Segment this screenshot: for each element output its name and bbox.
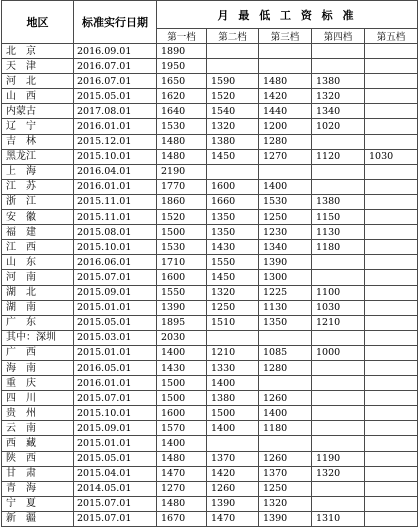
- level-3-wage-cell: 1280: [259, 360, 312, 375]
- table-row: [2, 315, 418, 330]
- region-cell: 黑龙江: [2, 149, 74, 164]
- level-2-wage-cell: [207, 44, 259, 59]
- level-2-wage-cell: 1380: [207, 134, 259, 149]
- level-2-wage-cell: 1420: [207, 466, 259, 481]
- level-4-wage-cell: [312, 44, 365, 59]
- level-4-wage-cell: [312, 376, 365, 391]
- table-row: [2, 179, 418, 194]
- level-3-wage-cell: [259, 376, 312, 391]
- level-1-wage-cell: 1430: [157, 360, 207, 375]
- level-5-wage-cell: [365, 391, 418, 406]
- level-3-wage-cell: 1400: [259, 179, 312, 194]
- table-row: [2, 59, 418, 74]
- level-3-wage-cell: 1400: [259, 406, 312, 421]
- region-cell: 河 北: [2, 74, 74, 89]
- table-row: [2, 134, 418, 149]
- effective-date-cell: 2016.05.01: [74, 360, 157, 375]
- table-row: [2, 104, 418, 119]
- level-1-wage-cell: 2030: [157, 330, 207, 345]
- level-2-wage-cell: 1210: [207, 345, 259, 360]
- effective-date-cell: 2015.03.01: [74, 330, 157, 345]
- effective-date-cell: 2015.12.01: [74, 134, 157, 149]
- table-row: [2, 451, 418, 466]
- level-1-wage-cell: 1390: [157, 300, 207, 315]
- region-cell: 青 海: [2, 481, 74, 496]
- table-row: [2, 511, 418, 526]
- level-5-wage-cell: [365, 496, 418, 511]
- level-4-wage-cell: 1380: [312, 194, 365, 209]
- level-5-wage-cell: [365, 511, 418, 526]
- table-row: [2, 255, 418, 270]
- effective-date-cell: 2015.10.01: [74, 149, 157, 164]
- region-cell: 重 庆: [2, 376, 74, 391]
- level-2-wage-cell: 1500: [207, 406, 259, 421]
- minimum-wage-table: [1, 0, 418, 527]
- level-3-wage-cell: 1370: [259, 466, 312, 481]
- level-5-wage-cell: [365, 240, 418, 255]
- level-5-wage-cell: [365, 436, 418, 451]
- level-1-wage-cell: 1480: [157, 149, 207, 164]
- level-3-wage-cell: 1250: [259, 210, 312, 225]
- effective-date-cell: 2015.07.01: [74, 496, 157, 511]
- level-1-wage-cell: 1500: [157, 376, 207, 391]
- region-cell: 江 苏: [2, 179, 74, 194]
- level-3-wage-cell: 1200: [259, 119, 312, 134]
- region-cell: 北 京: [2, 44, 74, 59]
- level-5-wage-cell: [365, 421, 418, 436]
- effective-date-cell: 2015.11.01: [74, 194, 157, 209]
- level-1-wage-cell: 1670: [157, 511, 207, 526]
- level-2-wage-cell: 1260: [207, 481, 259, 496]
- region-cell: 宁 夏: [2, 496, 74, 511]
- effective-date-cell: 2016.01.01: [74, 376, 157, 391]
- level-2-wage-cell: 1320: [207, 285, 259, 300]
- level-3-wage-cell: 1225: [259, 285, 312, 300]
- level-3-wage-cell: [259, 164, 312, 179]
- table-row: [2, 285, 418, 300]
- level-2-wage-cell: 1550: [207, 255, 259, 270]
- effective-date-cell: 2015.07.01: [74, 511, 157, 526]
- level-5-wage-cell: 1030: [365, 149, 418, 164]
- effective-date-cell: 2015.01.01: [74, 300, 157, 315]
- level-2-wage-cell: 1390: [207, 496, 259, 511]
- region-cell: 辽 宁: [2, 119, 74, 134]
- level-4-wage-cell: 1210: [312, 315, 365, 330]
- level-2-wage-cell: 1600: [207, 179, 259, 194]
- table-row: [2, 360, 418, 375]
- level-3-wage-cell: [259, 330, 312, 345]
- table-row: [2, 300, 418, 315]
- level-2-wage-cell: [207, 164, 259, 179]
- level-1-wage-cell: 1770: [157, 179, 207, 194]
- level-5-header: 第五档: [365, 29, 418, 44]
- level-1-wage-cell: 1890: [157, 44, 207, 59]
- level-5-wage-cell: [365, 119, 418, 134]
- level-4-wage-cell: 1120: [312, 149, 365, 164]
- level-5-wage-cell: [365, 315, 418, 330]
- effective-date-cell: 2015.09.01: [74, 285, 157, 300]
- level-2-wage-cell: 1520: [207, 89, 259, 104]
- effective-date-cell: 2015.05.01: [74, 315, 157, 330]
- level-4-wage-cell: [312, 436, 365, 451]
- level-1-wage-cell: 1520: [157, 210, 207, 225]
- level-3-wage-cell: 1300: [259, 270, 312, 285]
- level-5-wage-cell: [365, 300, 418, 315]
- region-cell: 河 南: [2, 270, 74, 285]
- level-3-wage-cell: 1320: [259, 496, 312, 511]
- table-row: [2, 330, 418, 345]
- level-4-wage-cell: [312, 330, 365, 345]
- table-row: [2, 270, 418, 285]
- table-row: [2, 466, 418, 481]
- level-3-wage-cell: 1390: [259, 255, 312, 270]
- level-3-wage-cell: 1440: [259, 104, 312, 119]
- table-row: [2, 345, 418, 360]
- table-row: [2, 481, 418, 496]
- level-2-wage-cell: 1350: [207, 225, 259, 240]
- level-5-wage-cell: [365, 225, 418, 240]
- level-4-wage-cell: 1310: [312, 511, 365, 526]
- level-3-wage-cell: 1085: [259, 345, 312, 360]
- level-3-wage-cell: 1270: [259, 149, 312, 164]
- level-1-wage-cell: 1600: [157, 270, 207, 285]
- level-2-wage-cell: 1370: [207, 451, 259, 466]
- level-3-wage-cell: 1350: [259, 315, 312, 330]
- level-5-wage-cell: [365, 345, 418, 360]
- level-4-wage-cell: 1320: [312, 89, 365, 104]
- level-5-wage-cell: [365, 194, 418, 209]
- level-2-wage-cell: [207, 59, 259, 74]
- effective-date-cell: 2015.10.01: [74, 240, 157, 255]
- table-row: [2, 436, 418, 451]
- table-row: [2, 44, 418, 59]
- level-4-wage-cell: 1340: [312, 104, 365, 119]
- table-row: [2, 225, 418, 240]
- table-row: [2, 74, 418, 89]
- region-cell: 内蒙古: [2, 104, 74, 119]
- level-3-wage-cell: 1420: [259, 89, 312, 104]
- region-cell: 浙 江: [2, 194, 74, 209]
- level-3-wage-cell: 1530: [259, 194, 312, 209]
- level-4-wage-cell: 1180: [312, 240, 365, 255]
- effective-date-cell: 2016.07.01: [74, 59, 157, 74]
- level-5-wage-cell: [365, 330, 418, 345]
- region-cell: 安 徽: [2, 210, 74, 225]
- level-2-wage-cell: 1450: [207, 270, 259, 285]
- level-4-wage-cell: 1130: [312, 225, 365, 240]
- level-1-wage-cell: 1650: [157, 74, 207, 89]
- effective-date-cell: 2015.11.01: [74, 210, 157, 225]
- table-row: [2, 210, 418, 225]
- region-cell: 湖 北: [2, 285, 74, 300]
- level-5-wage-cell: [365, 406, 418, 421]
- region-cell: 西 藏: [2, 436, 74, 451]
- level-5-wage-cell: [365, 74, 418, 89]
- level-5-wage-cell: [365, 451, 418, 466]
- region-cell: 湖 南: [2, 300, 74, 315]
- level-2-wage-cell: [207, 436, 259, 451]
- level-4-wage-cell: 1320: [312, 466, 365, 481]
- region-cell: 福 建: [2, 225, 74, 240]
- level-4-wage-cell: [312, 164, 365, 179]
- level-1-wage-cell: 1480: [157, 451, 207, 466]
- table-row: [2, 119, 418, 134]
- level-2-wage-cell: 1400: [207, 421, 259, 436]
- level-5-wage-cell: [365, 481, 418, 496]
- effective-date-cell: 2015.10.01: [74, 406, 157, 421]
- level-2-wage-cell: 1350: [207, 210, 259, 225]
- table-row: [2, 149, 418, 164]
- level-1-wage-cell: 1530: [157, 240, 207, 255]
- effective-date-cell: 2016.01.01: [74, 179, 157, 194]
- level-4-wage-cell: 1020: [312, 119, 365, 134]
- level-5-wage-cell: [365, 210, 418, 225]
- level-1-wage-cell: 1480: [157, 496, 207, 511]
- region-cell: 广 东: [2, 315, 74, 330]
- level-2-wage-cell: 1380: [207, 391, 259, 406]
- level-3-wage-cell: 1180: [259, 421, 312, 436]
- level-1-wage-cell: 1860: [157, 194, 207, 209]
- region-cell: 陕 西: [2, 451, 74, 466]
- region-cell: 吉 林: [2, 134, 74, 149]
- level-1-wage-cell: 1480: [157, 134, 207, 149]
- level-1-wage-cell: 2190: [157, 164, 207, 179]
- table-row: [2, 391, 418, 406]
- level-2-wage-cell: 1540: [207, 104, 259, 119]
- level-4-wage-cell: [312, 360, 365, 375]
- date-column-header: 标准实行日期: [74, 1, 157, 44]
- effective-date-cell: 2014.05.01: [74, 481, 157, 496]
- level-4-wage-cell: [312, 255, 365, 270]
- table-row: [2, 376, 418, 391]
- effective-date-cell: 2016.04.01: [74, 164, 157, 179]
- level-1-wage-cell: 1400: [157, 345, 207, 360]
- level-3-wage-cell: 1260: [259, 451, 312, 466]
- level-1-wage-cell: 1400: [157, 436, 207, 451]
- level-5-wage-cell: [365, 285, 418, 300]
- table-row: [2, 194, 418, 209]
- level-4-wage-cell: [312, 481, 365, 496]
- table-row: [2, 496, 418, 511]
- level-1-wage-cell: 1570: [157, 421, 207, 436]
- effective-date-cell: 2015.08.01: [74, 225, 157, 240]
- level-2-wage-cell: 1450: [207, 149, 259, 164]
- level-4-wage-cell: 1150: [312, 210, 365, 225]
- region-cell: 山 东: [2, 255, 74, 270]
- region-cell: 山 西: [2, 89, 74, 104]
- effective-date-cell: 2015.01.01: [74, 436, 157, 451]
- level-1-wage-cell: 1640: [157, 104, 207, 119]
- level-5-wage-cell: [365, 44, 418, 59]
- level-5-wage-cell: [365, 466, 418, 481]
- level-1-wage-cell: 1620: [157, 89, 207, 104]
- level-4-wage-cell: 1380: [312, 74, 365, 89]
- effective-date-cell: 2017.08.01: [74, 104, 157, 119]
- level-3-wage-cell: 1230: [259, 225, 312, 240]
- level-2-wage-cell: 1510: [207, 315, 259, 330]
- wage-standard-header: 月 最 低 工 资 标 准: [157, 1, 418, 29]
- effective-date-cell: 2016.06.01: [74, 255, 157, 270]
- level-2-header: 第二档: [207, 29, 259, 44]
- level-3-wage-cell: [259, 436, 312, 451]
- table-row: [2, 164, 418, 179]
- level-5-wage-cell: [365, 360, 418, 375]
- level-3-wage-cell: 1340: [259, 240, 312, 255]
- level-1-wage-cell: 1530: [157, 119, 207, 134]
- level-4-wage-cell: [312, 179, 365, 194]
- level-3-header: 第三档: [259, 29, 312, 44]
- level-4-wage-cell: [312, 59, 365, 74]
- region-cell: 其中：深圳: [2, 330, 74, 345]
- level-2-wage-cell: 1590: [207, 74, 259, 89]
- level-1-wage-cell: 1500: [157, 225, 207, 240]
- level-1-wage-cell: 1270: [157, 481, 207, 496]
- effective-date-cell: 2015.07.01: [74, 391, 157, 406]
- region-cell: 广 西: [2, 345, 74, 360]
- region-cell: 新 疆: [2, 511, 74, 526]
- level-4-header: 第四档: [312, 29, 365, 44]
- level-4-wage-cell: [312, 421, 365, 436]
- region-column-header: 地区: [2, 1, 74, 44]
- region-cell: 上 海: [2, 164, 74, 179]
- level-4-wage-cell: [312, 134, 365, 149]
- level-5-wage-cell: [365, 134, 418, 149]
- table-row: [2, 89, 418, 104]
- level-4-wage-cell: [312, 496, 365, 511]
- level-2-wage-cell: 1660: [207, 194, 259, 209]
- effective-date-cell: 2016.07.01: [74, 74, 157, 89]
- level-1-header: 第一档: [157, 29, 207, 44]
- level-5-wage-cell: [365, 255, 418, 270]
- effective-date-cell: 2015.05.01: [74, 89, 157, 104]
- level-3-wage-cell: 1480: [259, 74, 312, 89]
- level-4-wage-cell: 1190: [312, 451, 365, 466]
- level-2-wage-cell: 1250: [207, 300, 259, 315]
- table-row: [2, 240, 418, 255]
- region-cell: 贵 州: [2, 406, 74, 421]
- level-4-wage-cell: 1030: [312, 300, 365, 315]
- region-cell: 天 津: [2, 59, 74, 74]
- level-5-wage-cell: [365, 376, 418, 391]
- effective-date-cell: 2015.05.01: [74, 451, 157, 466]
- region-cell: 海 南: [2, 360, 74, 375]
- level-3-wage-cell: [259, 59, 312, 74]
- effective-date-cell: 2015.07.01: [74, 270, 157, 285]
- level-1-wage-cell: 1550: [157, 285, 207, 300]
- table-row: [2, 421, 418, 436]
- level-2-wage-cell: 1330: [207, 360, 259, 375]
- level-3-wage-cell: 1130: [259, 300, 312, 315]
- region-cell: 云 南: [2, 421, 74, 436]
- level-2-wage-cell: [207, 330, 259, 345]
- level-1-wage-cell: 1600: [157, 406, 207, 421]
- effective-date-cell: 2015.09.01: [74, 421, 157, 436]
- region-cell: 江 西: [2, 240, 74, 255]
- level-3-wage-cell: [259, 44, 312, 59]
- level-4-wage-cell: 1100: [312, 285, 365, 300]
- level-4-wage-cell: 1000: [312, 345, 365, 360]
- level-1-wage-cell: 1950: [157, 59, 207, 74]
- level-5-wage-cell: [365, 89, 418, 104]
- level-1-wage-cell: 1895: [157, 315, 207, 330]
- level-1-wage-cell: 1470: [157, 466, 207, 481]
- level-1-wage-cell: 1500: [157, 391, 207, 406]
- region-cell: 四 川: [2, 391, 74, 406]
- level-2-wage-cell: 1320: [207, 119, 259, 134]
- table-body: [2, 44, 418, 527]
- level-2-wage-cell: 1400: [207, 376, 259, 391]
- level-3-wage-cell: 1390: [259, 511, 312, 526]
- level-5-wage-cell: [365, 179, 418, 194]
- level-5-wage-cell: [365, 59, 418, 74]
- table-row: [2, 406, 418, 421]
- level-5-wage-cell: [365, 270, 418, 285]
- region-cell: 甘 肃: [2, 466, 74, 481]
- level-4-wage-cell: [312, 391, 365, 406]
- level-3-wage-cell: 1250: [259, 481, 312, 496]
- level-3-wage-cell: 1260: [259, 391, 312, 406]
- effective-date-cell: 2015.04.01: [74, 466, 157, 481]
- table-header: [2, 1, 418, 44]
- effective-date-cell: 2016.01.01: [74, 119, 157, 134]
- effective-date-cell: 2015.01.01: [74, 345, 157, 360]
- level-2-wage-cell: 1430: [207, 240, 259, 255]
- level-4-wage-cell: [312, 270, 365, 285]
- level-5-wage-cell: [365, 164, 418, 179]
- level-3-wage-cell: 1280: [259, 134, 312, 149]
- level-2-wage-cell: 1470: [207, 511, 259, 526]
- level-1-wage-cell: 1710: [157, 255, 207, 270]
- effective-date-cell: 2016.09.01: [74, 44, 157, 59]
- level-4-wage-cell: [312, 406, 365, 421]
- level-5-wage-cell: [365, 104, 418, 119]
